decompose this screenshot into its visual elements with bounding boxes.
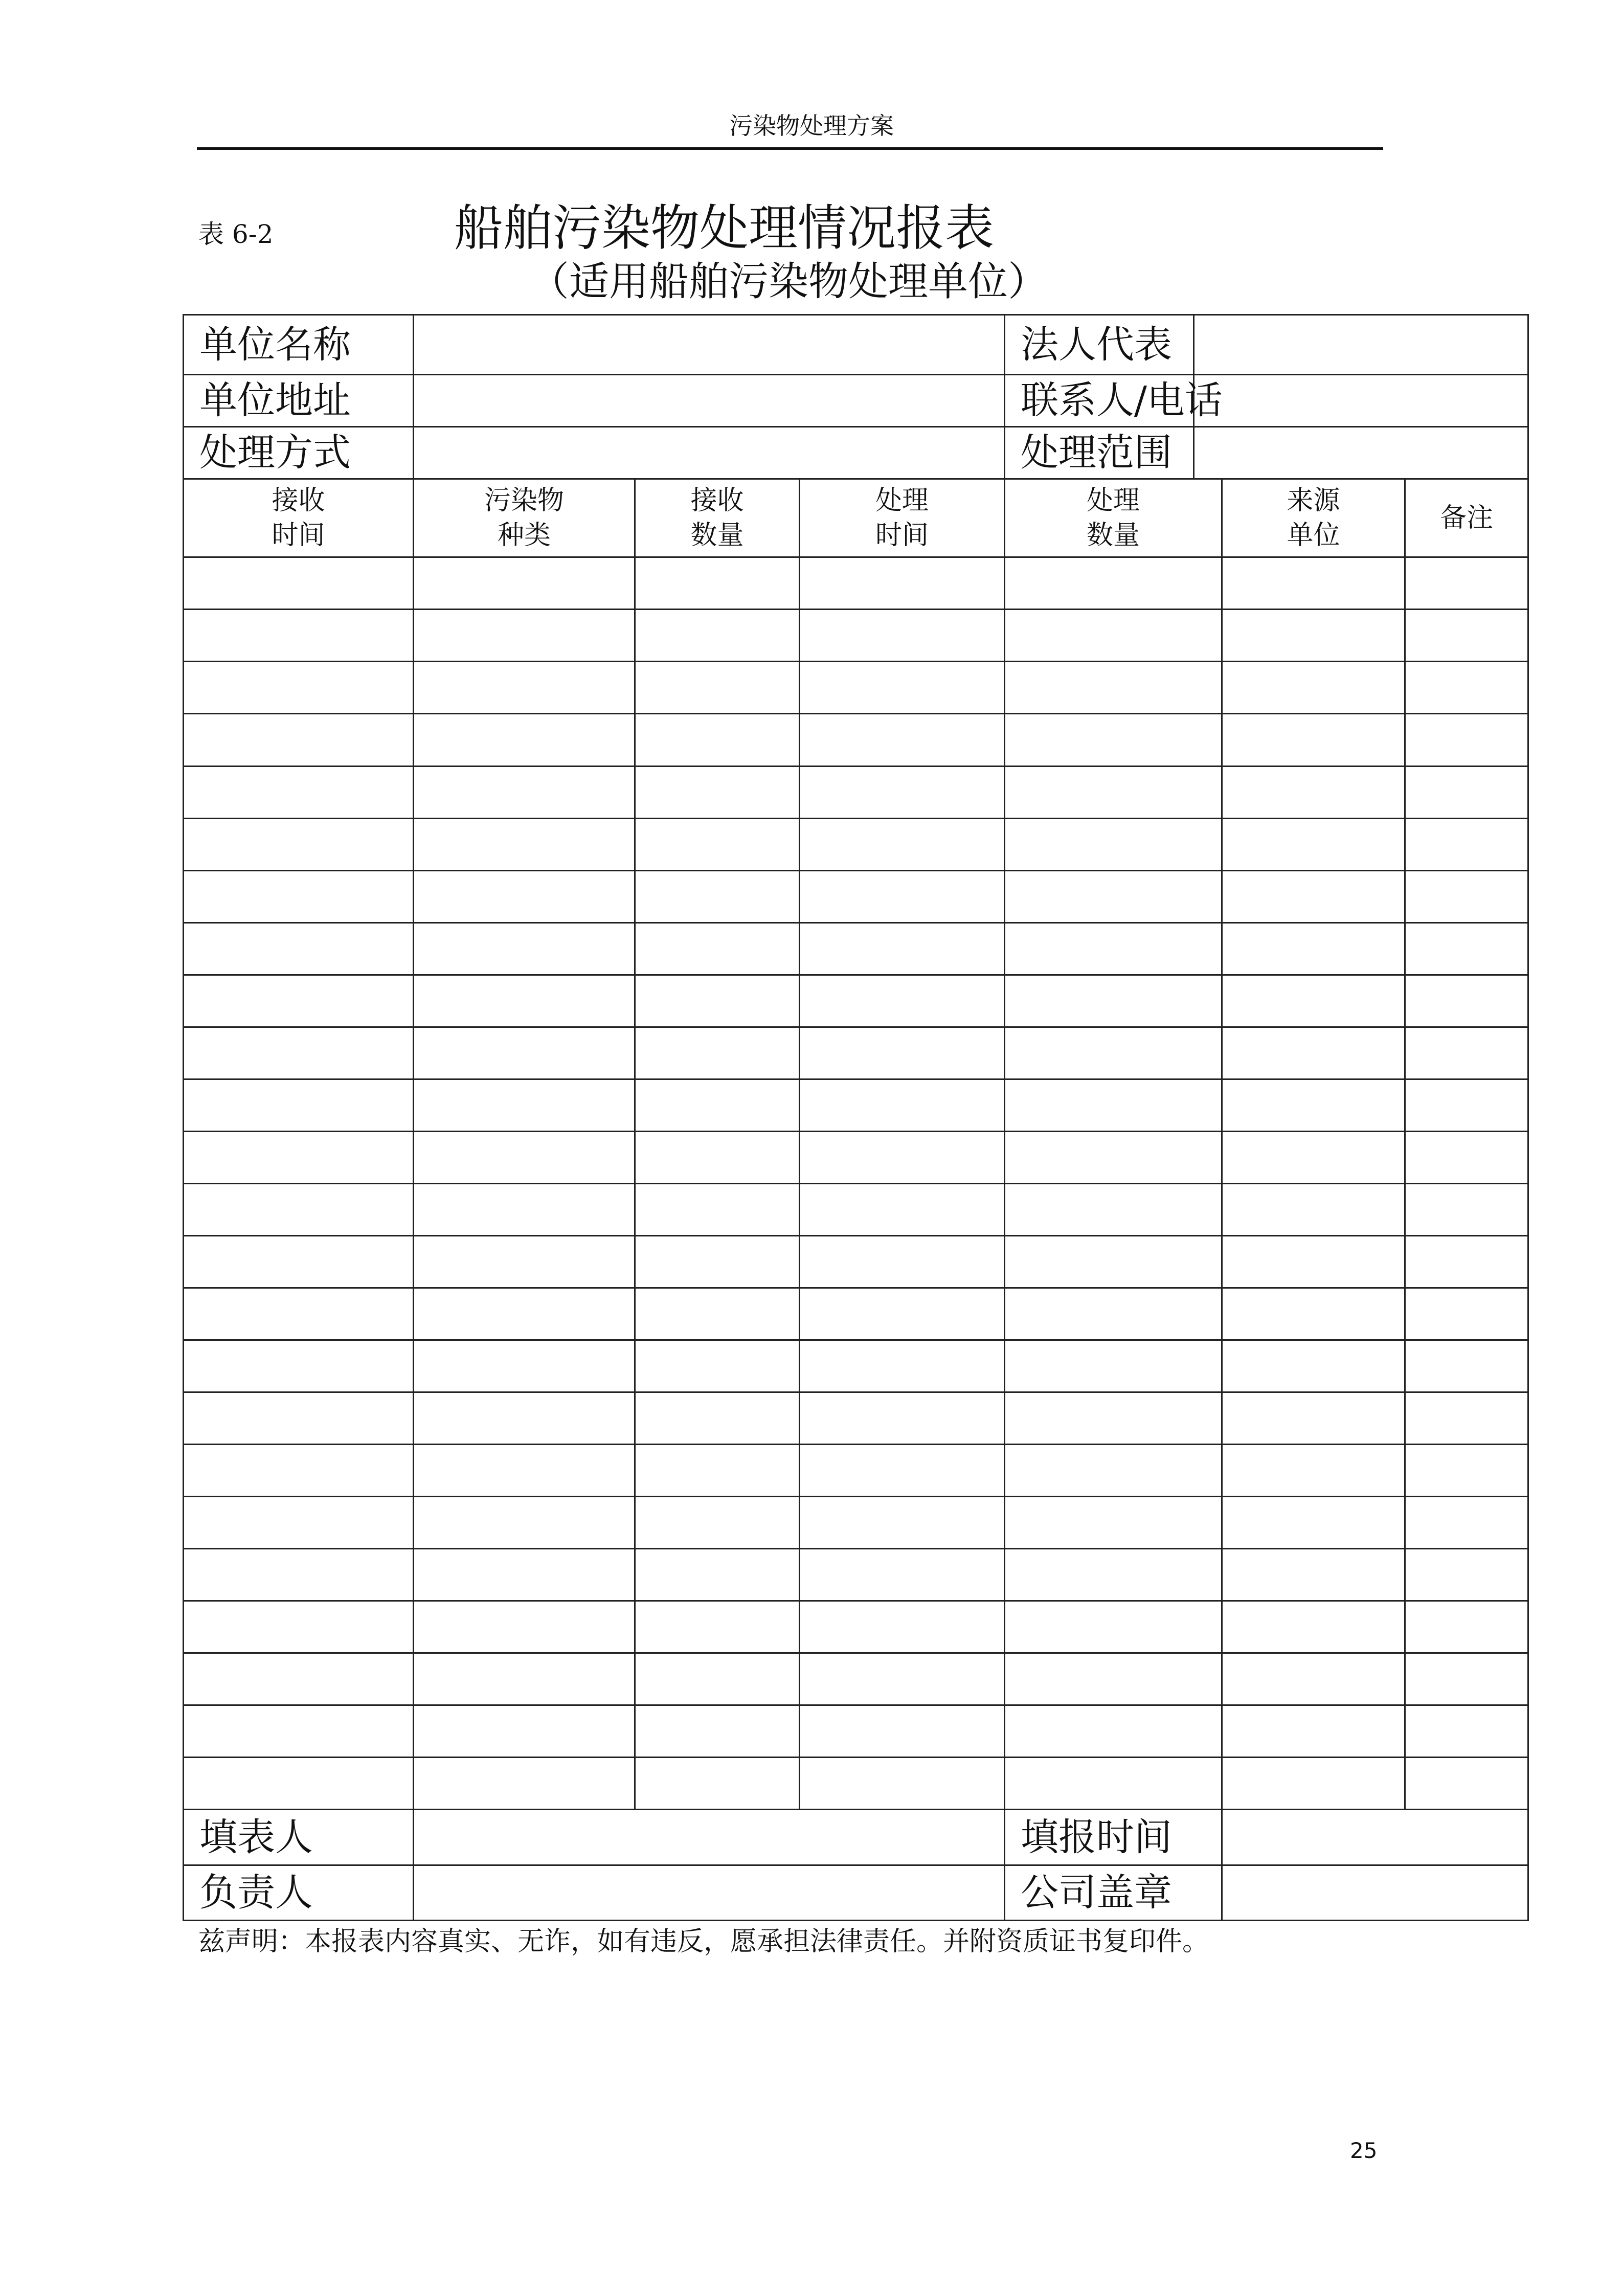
table-row xyxy=(184,1653,1528,1705)
form-title: 船舶污染物处理情况报表 xyxy=(454,199,994,257)
table-cell[interactable] xyxy=(184,557,414,610)
filler-label: 填表人 xyxy=(184,1810,414,1865)
table-number: 表 6-2 xyxy=(198,219,274,249)
col-header-source-unit: 来源 单位 xyxy=(1222,479,1405,557)
table-cell[interactable] xyxy=(414,922,635,975)
table-cell[interactable] xyxy=(1405,1496,1528,1548)
table-row xyxy=(184,1079,1528,1131)
company-seal-label: 公司盖章 xyxy=(1005,1865,1222,1920)
table-cell[interactable] xyxy=(1405,922,1528,975)
col-header-remarks: 备注 xyxy=(1405,479,1528,557)
table-cell[interactable] xyxy=(414,662,635,714)
table-cell[interactable] xyxy=(414,975,635,1027)
table-cell[interactable] xyxy=(635,1131,800,1183)
table-row xyxy=(184,1496,1528,1548)
table-cell[interactable] xyxy=(1222,610,1405,662)
unit-name-value[interactable] xyxy=(414,315,1005,375)
table-row xyxy=(184,975,1528,1027)
unit-name-label: 单位名称 xyxy=(184,315,414,375)
table-cell[interactable] xyxy=(800,662,1005,714)
table-cell[interactable] xyxy=(800,975,1005,1027)
col-header-process-time: 处理 时间 xyxy=(800,479,1005,557)
footer-row xyxy=(184,1865,1528,1920)
table-cell[interactable] xyxy=(1005,1183,1222,1235)
table-cell[interactable] xyxy=(800,1758,1005,1810)
table-cell[interactable] xyxy=(1222,1653,1405,1705)
table-row xyxy=(184,714,1528,766)
table-cell[interactable] xyxy=(800,557,1005,610)
table-row xyxy=(184,1705,1528,1758)
table-cell[interactable] xyxy=(1005,1027,1222,1079)
data-rows xyxy=(184,557,1528,1810)
table-cell[interactable] xyxy=(1405,1235,1528,1288)
table-cell[interactable] xyxy=(1005,766,1222,818)
legal-rep-label: 法人代表 xyxy=(1005,315,1194,375)
table-cell[interactable] xyxy=(414,1653,635,1705)
table-cell[interactable] xyxy=(1405,870,1528,922)
table-cell[interactable] xyxy=(184,1183,414,1235)
table-cell[interactable] xyxy=(414,1496,635,1548)
table-cell[interactable] xyxy=(184,1705,414,1758)
table-cell[interactable] xyxy=(1005,818,1222,870)
table-cell[interactable] xyxy=(184,662,414,714)
table-cell[interactable] xyxy=(1005,714,1222,766)
table-cell[interactable] xyxy=(800,1131,1005,1183)
table-cell[interactable] xyxy=(184,1079,414,1131)
table-cell[interactable] xyxy=(635,1444,800,1496)
table-cell[interactable] xyxy=(1222,1235,1405,1288)
table-cell[interactable] xyxy=(184,1235,414,1288)
scope-value[interactable] xyxy=(1194,426,1528,479)
table-cell[interactable] xyxy=(1222,1705,1405,1758)
table-cell[interactable] xyxy=(800,1235,1005,1288)
table-cell[interactable] xyxy=(184,975,414,1027)
table-row xyxy=(184,1340,1528,1392)
table-cell[interactable] xyxy=(184,714,414,766)
table-cell[interactable] xyxy=(184,1601,414,1653)
table-cell[interactable] xyxy=(635,1496,800,1548)
table-cell[interactable] xyxy=(1005,870,1222,922)
company-seal-value[interactable] xyxy=(1222,1865,1528,1920)
table-cell[interactable] xyxy=(800,1079,1005,1131)
table-row xyxy=(184,818,1528,870)
table-cell[interactable] xyxy=(184,1758,414,1810)
table-cell[interactable] xyxy=(1222,1444,1405,1496)
table-cell[interactable] xyxy=(1405,1653,1528,1705)
table-cell[interactable] xyxy=(1222,557,1405,610)
table-row xyxy=(184,1392,1528,1444)
table-cell[interactable] xyxy=(800,922,1005,975)
table-cell[interactable] xyxy=(800,870,1005,922)
table-cell[interactable] xyxy=(1005,1079,1222,1131)
fill-time-value[interactable] xyxy=(1222,1810,1528,1865)
table-cell[interactable] xyxy=(414,818,635,870)
table-cell[interactable] xyxy=(800,818,1005,870)
contact-phone-value[interactable] xyxy=(1194,374,1528,426)
table-cell[interactable] xyxy=(635,1288,800,1340)
table-cell[interactable] xyxy=(1222,922,1405,975)
table-cell[interactable] xyxy=(635,557,800,610)
table-cell[interactable] xyxy=(184,1340,414,1392)
table-cell[interactable] xyxy=(800,1705,1005,1758)
table-cell[interactable] xyxy=(414,1444,635,1496)
table-cell[interactable] xyxy=(1222,1340,1405,1392)
table-cell[interactable] xyxy=(1222,714,1405,766)
table-cell[interactable] xyxy=(184,1392,414,1444)
table-cell[interactable] xyxy=(800,714,1005,766)
table-row xyxy=(184,1444,1528,1496)
table-cell[interactable] xyxy=(1005,557,1222,610)
table-row xyxy=(184,1027,1528,1079)
fill-time-label: 填报时间 xyxy=(1005,1810,1222,1865)
table-cell[interactable] xyxy=(1005,1758,1222,1810)
table-cell[interactable] xyxy=(1222,1288,1405,1340)
table-cell[interactable] xyxy=(1405,1079,1528,1131)
table-cell[interactable] xyxy=(635,610,800,662)
table-cell[interactable] xyxy=(800,1340,1005,1392)
filler-value[interactable] xyxy=(414,1810,1005,1865)
table-cell[interactable] xyxy=(1405,1392,1528,1444)
table-cell[interactable] xyxy=(1005,975,1222,1027)
table-cell[interactable] xyxy=(1405,1548,1528,1601)
table-cell[interactable] xyxy=(1405,1601,1528,1653)
table-row xyxy=(184,1235,1528,1288)
table-cell[interactable] xyxy=(1005,1340,1222,1392)
table-cell[interactable] xyxy=(800,1027,1005,1079)
table-cell[interactable] xyxy=(1405,1444,1528,1496)
table-cell[interactable] xyxy=(1405,714,1528,766)
table-cell[interactable] xyxy=(800,610,1005,662)
table-cell[interactable] xyxy=(635,1758,800,1810)
table-cell[interactable] xyxy=(1222,1183,1405,1235)
table-cell[interactable] xyxy=(635,766,800,818)
table-cell[interactable] xyxy=(414,1183,635,1235)
table-cell[interactable] xyxy=(635,1027,800,1079)
table-cell[interactable] xyxy=(1405,1705,1528,1758)
table-cell[interactable] xyxy=(1222,1079,1405,1131)
table-cell[interactable] xyxy=(1005,1601,1222,1653)
running-header: 污染物处理方案 xyxy=(729,112,894,140)
table-cell[interactable] xyxy=(1405,1758,1528,1810)
table-cell[interactable] xyxy=(800,1601,1005,1653)
table-cell[interactable] xyxy=(1222,1548,1405,1601)
table-cell[interactable] xyxy=(635,1183,800,1235)
table-cell[interactable] xyxy=(414,557,635,610)
table-cell[interactable] xyxy=(1005,1548,1222,1601)
table-cell[interactable] xyxy=(635,975,800,1027)
table-cell[interactable] xyxy=(414,714,635,766)
table-cell[interactable] xyxy=(1222,662,1405,714)
table-cell[interactable] xyxy=(1405,1288,1528,1340)
table-cell[interactable] xyxy=(184,1027,414,1079)
table-cell[interactable] xyxy=(635,662,800,714)
table-row xyxy=(184,1601,1528,1653)
table-cell[interactable] xyxy=(1405,1183,1528,1235)
table-cell[interactable] xyxy=(1005,610,1222,662)
header-rule xyxy=(197,147,1383,150)
table-cell[interactable] xyxy=(414,1392,635,1444)
table-cell[interactable] xyxy=(1005,1705,1222,1758)
table-row xyxy=(184,922,1528,975)
info-row xyxy=(184,315,1528,375)
method-label: 处理方式 xyxy=(184,426,414,479)
table-cell[interactable] xyxy=(184,1496,414,1548)
table-cell[interactable] xyxy=(184,922,414,975)
table-row xyxy=(184,1548,1528,1601)
table-cell[interactable] xyxy=(1005,1392,1222,1444)
table-cell[interactable] xyxy=(184,1288,414,1340)
table-cell[interactable] xyxy=(1405,662,1528,714)
table-cell[interactable] xyxy=(635,714,800,766)
table-cell[interactable] xyxy=(635,1235,800,1288)
table-cell[interactable] xyxy=(414,1758,635,1810)
table-cell[interactable] xyxy=(1005,1131,1222,1183)
table-cell[interactable] xyxy=(414,1235,635,1288)
table-cell[interactable] xyxy=(184,870,414,922)
table-row xyxy=(184,870,1528,922)
table-cell[interactable] xyxy=(800,1392,1005,1444)
table-row xyxy=(184,557,1528,610)
footer-row xyxy=(184,1810,1528,1865)
scope-label: 处理范围 xyxy=(1005,426,1194,479)
table-cell[interactable] xyxy=(1405,1131,1528,1183)
table-cell[interactable] xyxy=(184,1131,414,1183)
table-cell[interactable] xyxy=(414,1340,635,1392)
table-row xyxy=(184,662,1528,714)
table-cell[interactable] xyxy=(800,1183,1005,1235)
table-cell[interactable] xyxy=(1222,818,1405,870)
table-cell[interactable] xyxy=(414,1027,635,1079)
table-row xyxy=(184,1131,1528,1183)
table-row xyxy=(184,766,1528,818)
table-cell[interactable] xyxy=(635,1340,800,1392)
col-header-process-quantity: 处理 数量 xyxy=(1005,479,1222,557)
table-cell[interactable] xyxy=(1405,610,1528,662)
table-cell[interactable] xyxy=(635,1079,800,1131)
table-cell[interactable] xyxy=(414,766,635,818)
table-cell[interactable] xyxy=(800,1288,1005,1340)
method-value[interactable] xyxy=(414,426,1005,479)
table-cell[interactable] xyxy=(1005,1496,1222,1548)
table-cell[interactable] xyxy=(184,1548,414,1601)
table-cell[interactable] xyxy=(414,1705,635,1758)
table-cell[interactable] xyxy=(1222,1496,1405,1548)
table-cell[interactable] xyxy=(1005,1288,1222,1340)
table-cell[interactable] xyxy=(800,1496,1005,1548)
table-cell[interactable] xyxy=(1222,1601,1405,1653)
table-cell[interactable] xyxy=(414,1548,635,1601)
table-cell[interactable] xyxy=(184,766,414,818)
table-cell[interactable] xyxy=(1405,818,1528,870)
table-cell[interactable] xyxy=(635,1548,800,1601)
info-row xyxy=(184,374,1528,426)
table-cell[interactable] xyxy=(1222,766,1405,818)
contact-phone-label: 联系人/电话 xyxy=(1005,374,1194,426)
table-cell[interactable] xyxy=(414,610,635,662)
unit-address-value[interactable] xyxy=(414,374,1005,426)
table-cell[interactable] xyxy=(414,1079,635,1131)
table-cell[interactable] xyxy=(635,922,800,975)
table-cell[interactable] xyxy=(414,870,635,922)
page-number: 25 xyxy=(1350,2138,1378,2163)
table-cell[interactable] xyxy=(1222,1392,1405,1444)
info-row xyxy=(184,426,1528,479)
table-cell[interactable] xyxy=(1005,662,1222,714)
column-header-row xyxy=(184,479,1528,557)
table-row xyxy=(184,610,1528,662)
table-cell[interactable] xyxy=(1405,766,1528,818)
table-cell[interactable] xyxy=(1222,1131,1405,1183)
table-cell[interactable] xyxy=(800,1444,1005,1496)
form-subtitle: （适用船舶污染物处理单位） xyxy=(529,259,1048,305)
table-row xyxy=(184,1288,1528,1340)
col-header-pollutant-type: 污染物 种类 xyxy=(414,479,635,557)
table-cell[interactable] xyxy=(1005,922,1222,975)
table-cell[interactable] xyxy=(414,1288,635,1340)
col-header-receive-time: 接收 时间 xyxy=(184,479,414,557)
table-cell[interactable] xyxy=(1405,975,1528,1027)
responsible-label: 负责人 xyxy=(184,1865,414,1920)
report-table xyxy=(183,314,1529,1921)
responsible-value[interactable] xyxy=(414,1865,1005,1920)
table-row xyxy=(184,1183,1528,1235)
table-cell[interactable] xyxy=(635,1653,800,1705)
col-header-receive-quantity: 接收 数量 xyxy=(635,479,800,557)
table-cell[interactable] xyxy=(1405,557,1528,610)
unit-address-label: 单位地址 xyxy=(184,374,414,426)
table-cell[interactable] xyxy=(1405,1027,1528,1079)
table-cell[interactable] xyxy=(1405,1340,1528,1392)
table-cell[interactable] xyxy=(635,1392,800,1444)
table-cell[interactable] xyxy=(184,818,414,870)
table-cell[interactable] xyxy=(635,1601,800,1653)
table-cell[interactable] xyxy=(1005,1653,1222,1705)
table-cell[interactable] xyxy=(414,1131,635,1183)
table-cell[interactable] xyxy=(184,610,414,662)
legal-rep-value[interactable] xyxy=(1194,315,1528,375)
table-cell[interactable] xyxy=(414,1601,635,1653)
table-cell[interactable] xyxy=(1005,1444,1222,1496)
table-cell[interactable] xyxy=(1222,870,1405,922)
table-cell[interactable] xyxy=(800,1653,1005,1705)
table-row xyxy=(184,1758,1528,1810)
table-cell[interactable] xyxy=(635,818,800,870)
declaration-text: 兹声明：本报表内容真实、无诈，如有违反，愿承担法律责任。并附资质证书复印件。 xyxy=(198,1926,1209,1957)
table-cell[interactable] xyxy=(184,1444,414,1496)
table-cell[interactable] xyxy=(800,1548,1005,1601)
table-cell[interactable] xyxy=(800,766,1005,818)
table-cell[interactable] xyxy=(184,1653,414,1705)
table-cell[interactable] xyxy=(1222,975,1405,1027)
table-cell[interactable] xyxy=(635,1705,800,1758)
table-cell[interactable] xyxy=(1005,1235,1222,1288)
table-cell[interactable] xyxy=(635,870,800,922)
table-cell[interactable] xyxy=(1222,1027,1405,1079)
table-cell[interactable] xyxy=(1222,1758,1405,1810)
